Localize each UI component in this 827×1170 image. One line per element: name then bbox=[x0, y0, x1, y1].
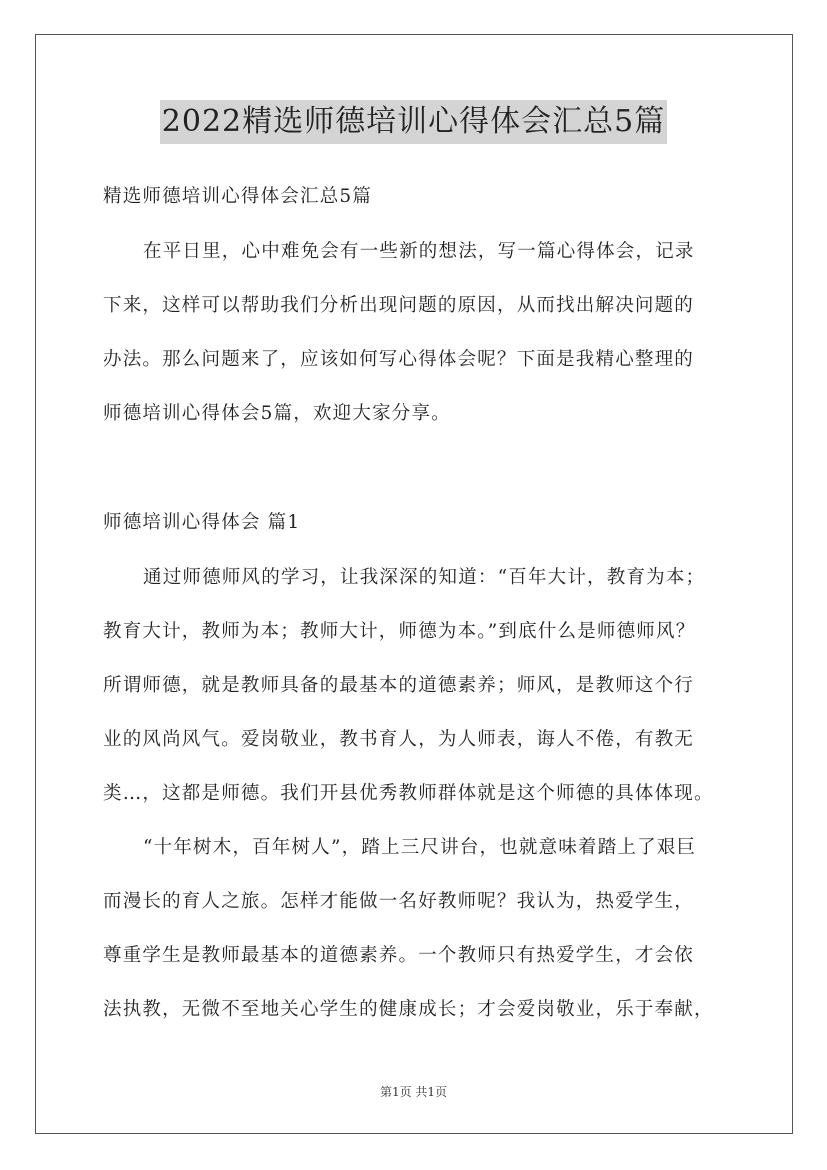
paragraph-line: 所谓师德，就是教师具备的最基本的道德素养；师风，是教师这个行 bbox=[103, 675, 695, 696]
paragraph-line: 法执教，无微不至地关心学生的健康成长；才会爱岗敬业，乐于奉献， bbox=[103, 999, 714, 1020]
paragraph-line: 通过师德师风的学习，让我深深的知道：“百年大计，教育为本； bbox=[143, 567, 706, 588]
paragraph-line: 教育大计，教师为本；教师大计，师德为本。”到底什么是师德师风？ bbox=[103, 621, 696, 642]
paragraph-line: “十年树木，百年树人”，踏上三尺讲台，也就意味着踏上了艰巨 bbox=[143, 837, 697, 858]
subtitle-line: 精选师德培训心得体会汇总5篇 bbox=[103, 186, 373, 207]
paragraph-line: 下来，这样可以帮助我们分析出现问题的原因，从而找出解决问题的 bbox=[103, 295, 695, 316]
paragraph-line: 尊重学生是教师最基本的道德素养。一个教师只有热爱学生，才会依 bbox=[103, 945, 695, 966]
paragraph-line: 师德培训心得体会5篇，欢迎大家分享。 bbox=[103, 403, 451, 424]
paragraph-line: 办法。那么问题来了，应该如何写心得体会呢？下面是我精心整理的 bbox=[103, 349, 695, 370]
page-footer: 第1页 共1页 bbox=[379, 1085, 448, 1099]
paragraph-line: 而漫长的育人之旅。怎样才能做一名好教师呢？我认为，热爱学生， bbox=[103, 891, 695, 912]
paragraph-line: 在平日里，心中难免会有一些新的想法，写一篇心得体会，记录 bbox=[143, 241, 695, 262]
section-heading: 师德培训心得体会 篇1 bbox=[103, 512, 301, 533]
title-wrapper bbox=[0, 100, 827, 144]
paragraph-line: 业的风尚风气。爱岗敬业，教书育人，为人师表，诲人不倦，有教无 bbox=[103, 729, 695, 750]
paragraph-line: 类…，这都是师德。我们开县优秀教师群体就是这个师德的具体体现。 bbox=[103, 783, 714, 804]
document-title: 2022精选师德培训心得体会汇总5篇 bbox=[160, 100, 667, 144]
